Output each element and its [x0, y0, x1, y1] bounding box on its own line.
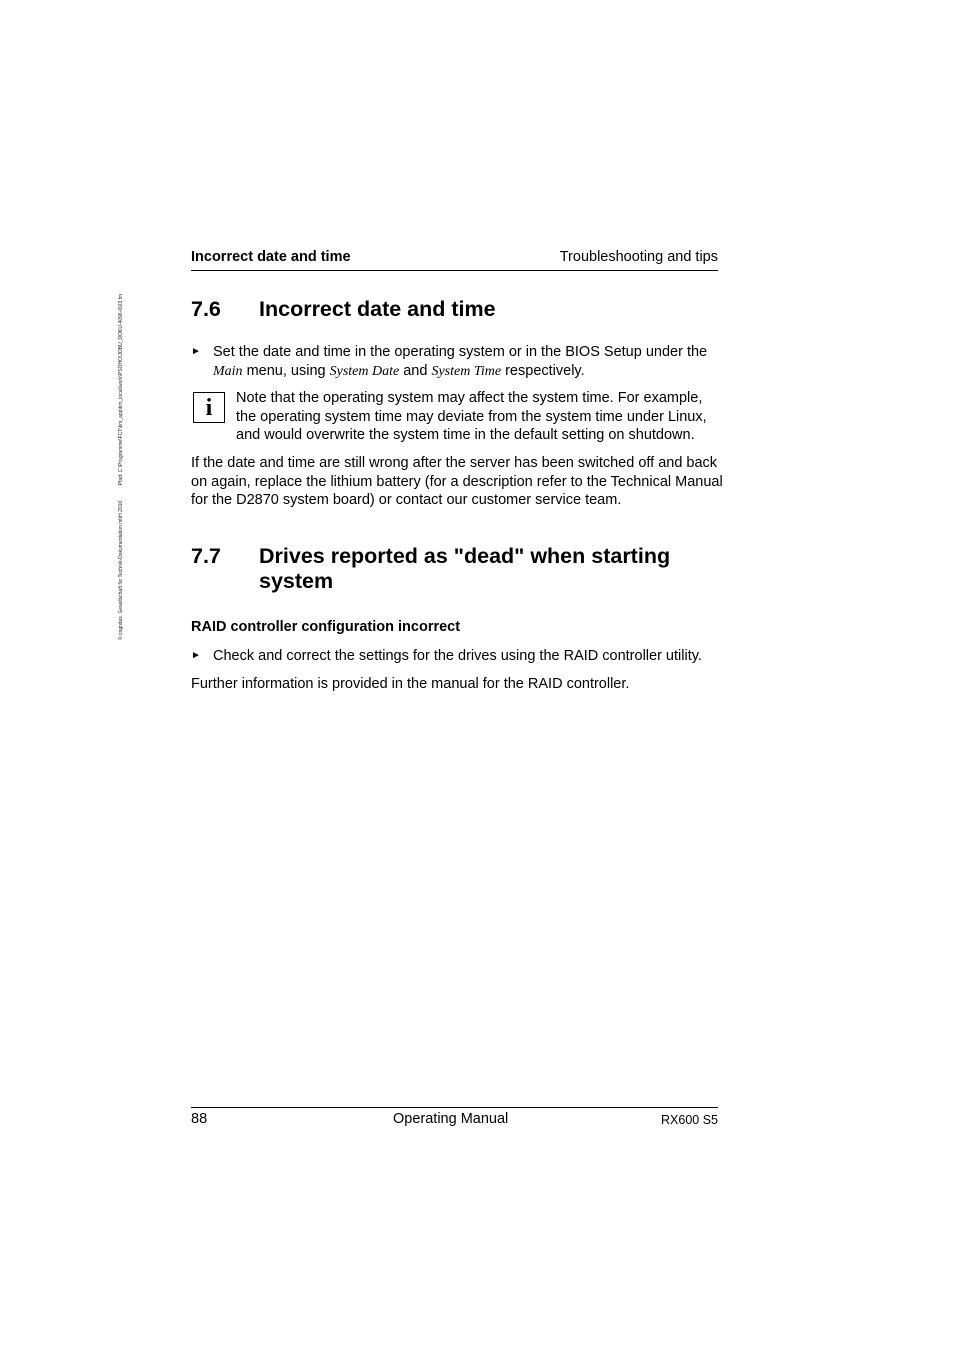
- menu-term: System Date: [329, 363, 400, 379]
- bullet-text: Set the date and time in the operating system or in the BIOS Setup under the Main menu, using System Date and System Time respectively.: [213, 344, 708, 379]
- body-paragraph: Further information is provided in the manual for the RAID controller.: [191, 676, 630, 692]
- product-name: RX600 S5: [661, 1113, 718, 1127]
- info-note: Note that the operating system may affect the system time. For example, the operating system time may deviate from the system time under Linux, and would overwrite the system time in the default setting on shutdown.: [236, 390, 707, 443]
- body-paragraph: If the date and time are still wrong after the server has been switched off and back on again, replace the lithium battery (for a description refer to the Technical Manual for the D2870 system board) or contact our customer service team.: [191, 455, 723, 508]
- bullet-arrow-icon: ►: [191, 650, 201, 661]
- running-footer: [191, 1107, 718, 1138]
- manual-title: Operating Manual: [393, 1111, 509, 1127]
- copyright-note: © cognitas. Gesellschaft für Technik-Dokumentation mbH 2010: [118, 500, 124, 640]
- section-title: Drives reported as "dead" when starting system: [259, 544, 671, 593]
- section-title: Incorrect date and time: [259, 297, 496, 321]
- file-path-note: Pfad: C:\Programme\FCT\tim_app\tim_local\work\PSOHO\JOBU_DOKU-4096-0\03.fm: [118, 293, 124, 486]
- header-section-title: Incorrect date and time: [191, 249, 351, 265]
- side-margin-note: [118, 280, 124, 640]
- bullet-arrow-icon: ►: [191, 346, 201, 357]
- page-number: 88: [191, 1111, 208, 1127]
- section-number: 7.6: [191, 297, 221, 321]
- section-number: 7.7: [191, 544, 221, 568]
- header-chapter-title: Troubleshooting and tips: [559, 249, 718, 265]
- subheading: RAID controller configuration incorrect: [191, 619, 461, 635]
- menu-term: Main: [213, 363, 243, 379]
- menu-term: System Time: [431, 363, 502, 379]
- running-header: [191, 248, 718, 271]
- bullet-text: Check and correct the settings for the drives using the RAID controller utility.: [213, 648, 702, 664]
- info-icon: i: [193, 392, 225, 423]
